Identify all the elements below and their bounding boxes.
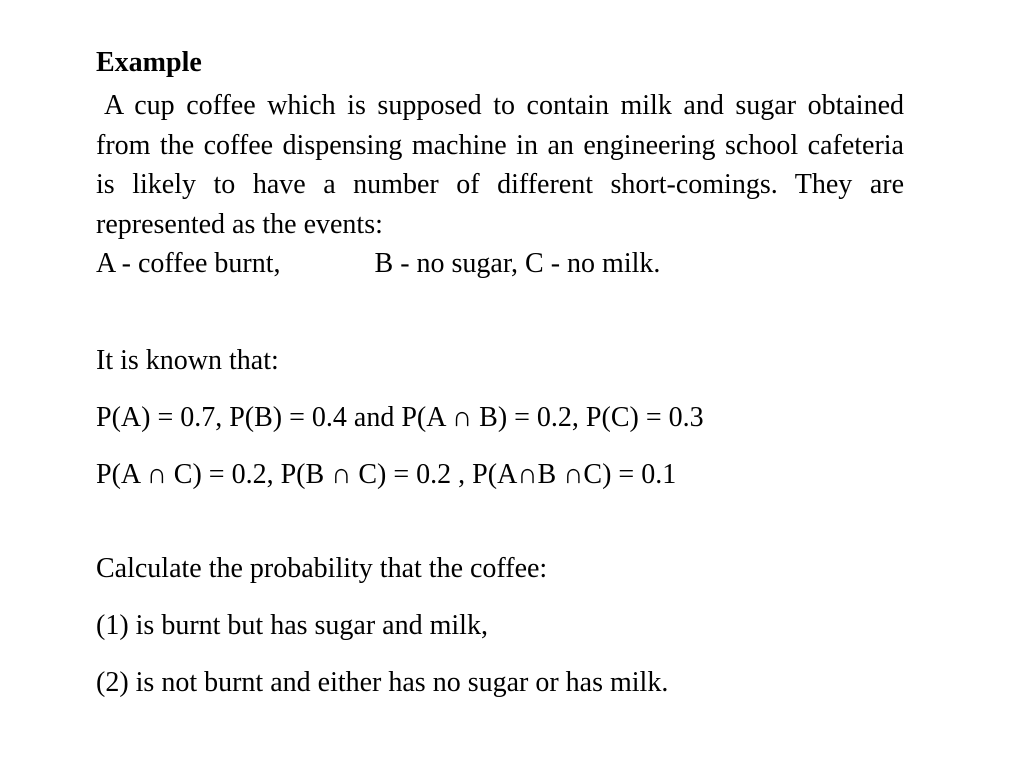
- slide-content: [96, 44, 904, 702]
- event-a: A - coffee burnt,: [96, 248, 281, 279]
- question-title: Calculate the probability that the coffee:: [96, 552, 548, 584]
- problem-paragraph: [96, 86, 904, 244]
- question-2: (2) is not burnt and either has no sugar or has milk.: [96, 666, 669, 698]
- example-heading: Example: [96, 47, 202, 78]
- question-1: (1) is burnt but has sugar and milk,: [96, 609, 488, 641]
- known-title: It is known that:: [96, 344, 279, 376]
- events-line: [96, 244, 904, 284]
- problem-text: A cup coffee which is supposed to contain milk and sugar obtained from the coffee dispensing machine in an engineering school cafeteria is likely to have a number of different short-comings. They are represented as the events:: [96, 90, 904, 240]
- probabilities-line-2: P(A ∩ C) = 0.2, P(B ∩ C) = 0.2 , P(A∩B ∩C) = 0.1: [96, 458, 677, 490]
- probabilities-line-1: P(A) = 0.7, P(B) = 0.4 and P(A ∩ B) = 0.2, P(C) = 0.3: [96, 401, 704, 433]
- event-b-c: B - no sugar, C - no milk.: [374, 248, 661, 279]
